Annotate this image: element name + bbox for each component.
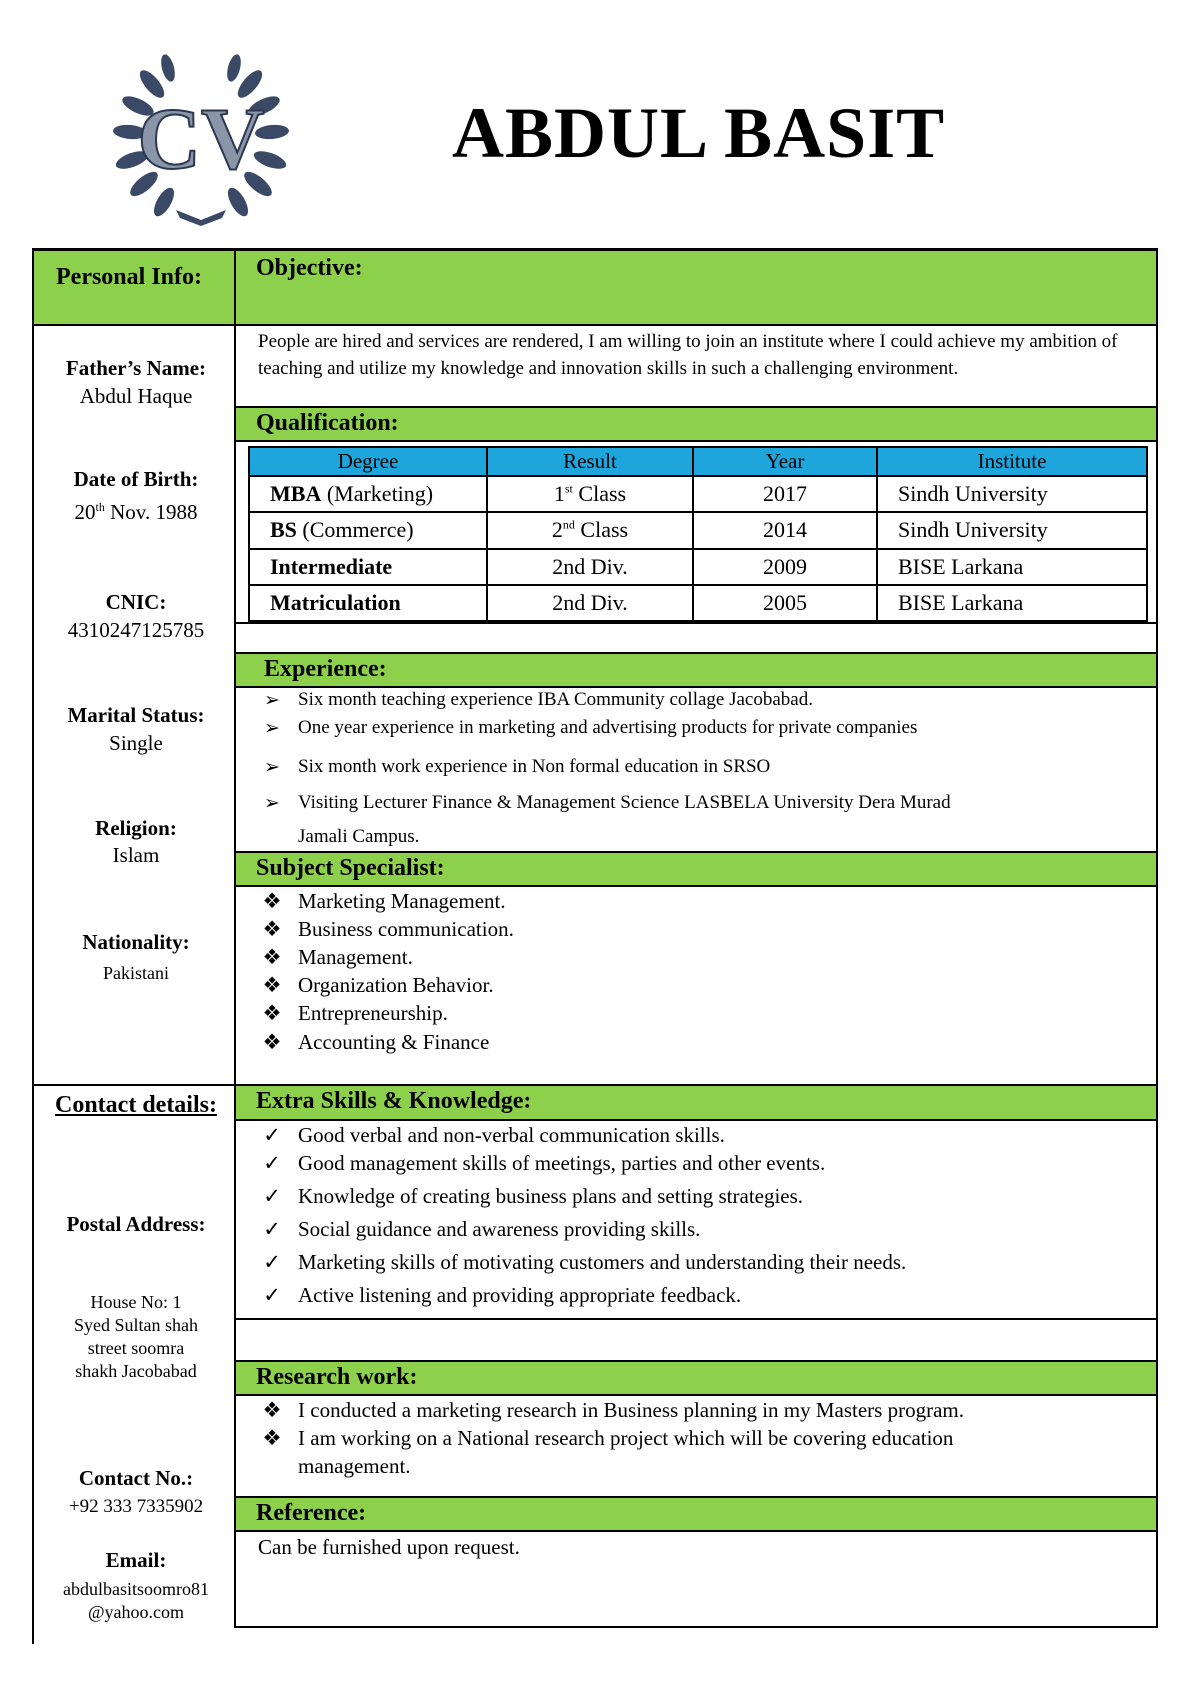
research-work-heading: Research work: xyxy=(256,1364,418,1390)
subject-specialist-heading: Subject Specialist: xyxy=(256,855,445,881)
result-suffix: st xyxy=(564,481,573,496)
left-section-divider xyxy=(32,1084,236,1086)
reference-header xyxy=(236,1496,1156,1532)
experience-item-text: Six month work experience in Non formal education in SRSO xyxy=(298,756,771,777)
institute-cell: Sindh University xyxy=(877,476,1147,512)
personal-info-header xyxy=(34,251,234,326)
fathers-name-label: Father’s Name: xyxy=(65,356,207,380)
result-number: 2 xyxy=(551,517,563,543)
religion-label: Religion: xyxy=(95,816,177,840)
institute-cell: BISE Larkana xyxy=(877,585,1147,621)
arrow-bullet-icon: ➢ xyxy=(264,718,280,739)
contact-number-value: +92 333 7335902 xyxy=(68,1496,204,1517)
result-number: 1 xyxy=(553,481,565,507)
experience-item-text: Visiting Lecturer Finance & Management Science LASBELA University Dera Murad xyxy=(298,792,951,813)
postal-address-line-3: street soomra xyxy=(87,1338,185,1358)
arrow-bullet-icon: ➢ xyxy=(264,793,280,814)
result-cell xyxy=(487,549,693,585)
column-header-result: Result xyxy=(487,447,693,476)
objective-text: People are hired and services are rendered, I am willing to join an institute where I could achieve my ambition of teaching and utilize my knowledge and innovation skills in such a challenging environment. xyxy=(258,331,1118,379)
experience-item-text: Six month teaching experience IBA Community collage Jacobabad. xyxy=(298,689,813,710)
extra-skills-heading: Extra Skills & Knowledge: xyxy=(256,1088,532,1114)
column-header-year: Year xyxy=(693,447,877,476)
degree-detail: (Marketing) xyxy=(321,481,434,507)
email-value-line-2: @yahoo.com xyxy=(87,1602,185,1622)
postal-address-line-1: House No: 1 xyxy=(90,1292,182,1312)
personal-info-heading: Personal Info: xyxy=(56,264,202,290)
result-cell xyxy=(487,585,693,621)
table-row xyxy=(249,585,1147,621)
degree-cell xyxy=(249,585,487,621)
result-suffix: nd xyxy=(562,518,575,533)
skill-item-text: Good management skills of meetings, parties and other events. xyxy=(298,1151,826,1175)
subject-item-text: Management. xyxy=(298,945,413,969)
qualification-header xyxy=(236,406,1156,442)
frame-left-border xyxy=(32,248,34,1644)
result-detail: Class xyxy=(574,517,629,543)
checkmark-icon: ✓ xyxy=(263,1184,281,1208)
degree-detail: (Commerce) xyxy=(296,517,414,543)
year-cell: 2017 xyxy=(693,476,877,512)
experience-item-text: Jamali Campus. xyxy=(298,826,420,847)
subject-item-text: Marketing Management. xyxy=(298,889,506,913)
checkmark-icon: ✓ xyxy=(263,1217,281,1241)
skills-bottom-line xyxy=(234,1318,1158,1320)
contact-details-heading: Contact details: xyxy=(55,1092,217,1118)
diamond-bullet-icon: ❖ xyxy=(262,889,282,913)
arrow-bullet-icon: ➢ xyxy=(264,690,280,711)
diamond-bullet-icon: ❖ xyxy=(262,1398,282,1422)
diamond-bullet-icon: ❖ xyxy=(262,1001,282,1025)
reference-heading: Reference: xyxy=(256,1500,367,1526)
checkmark-icon: ✓ xyxy=(263,1123,281,1147)
checkmark-icon: ✓ xyxy=(263,1250,281,1274)
degree-name: MBA xyxy=(270,481,322,507)
institute-cell: BISE Larkana xyxy=(877,549,1147,585)
dob-label: Date of Birth: xyxy=(73,467,199,491)
nationality-value: Pakistani xyxy=(103,963,169,983)
fathers-name-value: Abdul Haque xyxy=(79,384,193,408)
result-number: 2nd Div. xyxy=(552,589,628,615)
qualification-heading: Qualification: xyxy=(256,410,399,436)
research-item-text: I conducted a marketing research in Business planning in my Masters program. xyxy=(298,1398,964,1422)
postal-address-line-4: shakh Jacobabad xyxy=(75,1361,197,1381)
marital-status-label: Marital Status: xyxy=(67,703,205,727)
research-item-text: management. xyxy=(298,1454,411,1478)
result-detail: Class xyxy=(572,481,627,507)
extra-skills-header xyxy=(236,1084,1156,1121)
institute-cell: Sindh University xyxy=(877,512,1147,548)
frame-bottom-border xyxy=(234,1626,1158,1628)
table-row xyxy=(249,549,1147,585)
skill-item-text: Knowledge of creating business plans and setting strategies. xyxy=(298,1184,804,1208)
skill-item-text: Active listening and providing appropriate feedback. xyxy=(298,1283,742,1307)
diamond-bullet-icon: ❖ xyxy=(262,1030,282,1054)
postal-address-label: Postal Address: xyxy=(66,1212,206,1236)
skill-item-text: Marketing skills of motivating customers and understanding their needs. xyxy=(298,1250,907,1274)
svg-text:CV: CV xyxy=(137,91,265,188)
result-number: 2nd Div. xyxy=(552,553,628,579)
objective-heading: Objective: xyxy=(256,255,363,281)
subject-item-text: Entrepreneurship. xyxy=(298,1001,448,1025)
email-value-line-1: abdulbasitsoomro81 xyxy=(63,1579,209,1599)
degree-name: Matriculation xyxy=(270,589,401,615)
dob-day: 20 xyxy=(74,500,96,524)
degree-cell xyxy=(249,476,487,512)
experience-header xyxy=(236,652,1156,688)
reference-text: Can be furnished upon request. xyxy=(258,1535,520,1559)
skill-item-text: Good verbal and non-verbal communication skills. xyxy=(298,1123,725,1147)
resume-name: ABDUL BASIT xyxy=(452,93,946,173)
column-header-degree: Degree xyxy=(249,447,487,476)
qualification-table xyxy=(248,446,1148,622)
column-header-institute: Institute xyxy=(877,447,1147,476)
arrow-bullet-icon: ➢ xyxy=(264,757,280,778)
table-row xyxy=(249,476,1147,512)
dob-suffix: th xyxy=(95,500,105,514)
checkmark-icon: ✓ xyxy=(263,1151,281,1175)
skill-item-text: Social guidance and awareness providing skills. xyxy=(298,1217,701,1241)
diamond-bullet-icon: ❖ xyxy=(262,945,282,969)
year-cell: 2009 xyxy=(693,549,877,585)
postal-address-line-2: Syed Sultan shah xyxy=(74,1315,198,1335)
degree-cell xyxy=(249,512,487,548)
cnic-label: CNIC: xyxy=(105,590,167,614)
qualification-header-row xyxy=(249,447,1147,476)
experience-item-text: One year experience in marketing and advertising products for private companies xyxy=(298,717,918,738)
subject-item-text: Accounting & Finance xyxy=(298,1030,490,1054)
year-cell: 2005 xyxy=(693,585,877,621)
dob-value xyxy=(36,500,236,525)
cnic-value: 4310247125785 xyxy=(67,618,205,642)
subject-item-text: Organization Behavior. xyxy=(298,973,494,997)
objective-header xyxy=(236,251,1156,326)
result-cell xyxy=(487,512,693,548)
cv-logo xyxy=(112,44,290,230)
nationality-label: Nationality: xyxy=(82,930,190,954)
research-work-header xyxy=(236,1360,1156,1396)
email-label: Email: xyxy=(105,1548,167,1572)
table-spacer-line xyxy=(234,622,1158,624)
subject-specialist-header xyxy=(236,851,1156,887)
subject-item-text: Business communication. xyxy=(298,917,514,941)
experience-heading: Experience: xyxy=(264,656,387,682)
religion-value: Islam xyxy=(112,843,160,867)
checkmark-icon: ✓ xyxy=(263,1283,281,1307)
marital-status-value: Single xyxy=(109,731,163,755)
degree-cell xyxy=(249,549,487,585)
year-cell: 2014 xyxy=(693,512,877,548)
contact-number-label: Contact No.: xyxy=(78,1466,194,1490)
table-row xyxy=(249,512,1147,548)
diamond-bullet-icon: ❖ xyxy=(262,917,282,941)
diamond-bullet-icon: ❖ xyxy=(262,1426,282,1450)
dob-rest: Nov. 1988 xyxy=(104,500,198,524)
research-item-text: I am working on a National research project which will be covering education xyxy=(298,1426,954,1450)
degree-name: BS xyxy=(270,517,297,543)
frame-right-border xyxy=(1156,248,1158,1626)
degree-name: Intermediate xyxy=(270,553,393,579)
result-cell xyxy=(487,476,693,512)
diamond-bullet-icon: ❖ xyxy=(262,973,282,997)
